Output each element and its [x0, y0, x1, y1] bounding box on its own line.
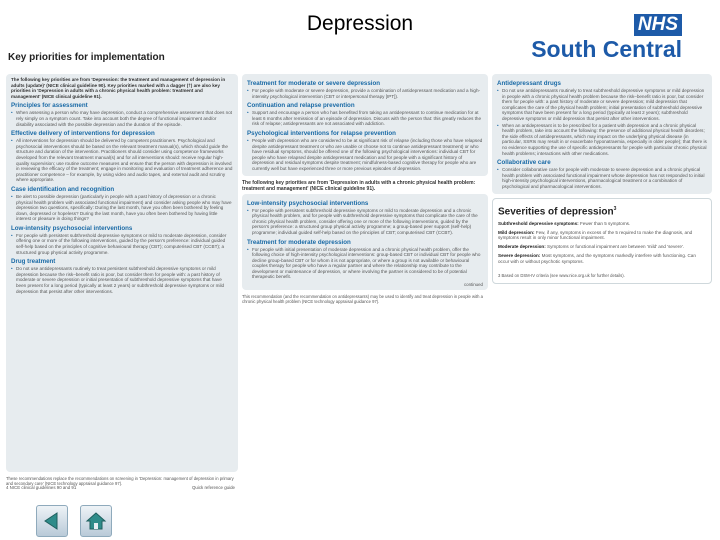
- continued-label: continued: [463, 282, 483, 288]
- panel-severity: [492, 198, 712, 285]
- severity-label: Severe depression:: [498, 253, 541, 259]
- section-title: Case identification and recognition: [11, 185, 115, 193]
- section-title: Drug treatment: [11, 258, 56, 266]
- section-title: Effective delivery of interventions for depression: [11, 130, 155, 138]
- bullet-text: • All interventions for depression should be delivered by competent practitioners. Psychological and psychosocial interventions should be based on the relevant treatment manual(s), which should guide the structure and duration of the intervention. Practitioners should consider using competence frameworks developed from the relevant treatment manual(s) and for all interventions should: receive regular high-quality supervision; use routine outcome measures and ensure that the person with depression is involved in reviewing the efficacy of the treatment; engage in monitoring and evaluation of treatment adherence and practitioner competence – for example, by using video and audio tapes, and external audit and scrutiny where appropriate.: [11, 138, 233, 183]
- section-title: Low-intensity psychosocial interventions: [11, 224, 133, 232]
- nhs-badge: NHS: [634, 14, 682, 36]
- bullet-text: • Consider collaborative care for people with moderate to severe depression and a chronic physical health problem with associated functional impairment whose depression has not responded to initial high-intensity psychological interventions, pharmacological treatment or a combination of psychological and pharmacological interventions.: [497, 167, 707, 189]
- section-title: Psychological interventions for relapse prevention: [247, 129, 396, 137]
- slide-title: Depression: [306, 12, 414, 35]
- section-title: Collaborative care: [497, 159, 551, 167]
- nhs-logo: [531, 14, 686, 62]
- severity-text: Most symptoms, and the symptoms markedly interfere with functioning. Can occur with or without psychotic symptoms.: [498, 253, 696, 264]
- column-middle: [242, 74, 488, 490]
- severity-footnote-mark: 3: [613, 205, 617, 212]
- page-heading: Key priorities for implementation: [8, 52, 165, 63]
- section-title: Treatment for moderate or severe depression: [247, 80, 381, 87]
- severity-title: [498, 206, 706, 217]
- bullet-text: • For people with persistent subthreshold depressive symptoms or mild to moderate depression and a chronic physical health problem, and for people with subthreshold depressive symptoms that complicate the care of the chronic physical health problem, consider offering one or more of the following interventions, guided by the person's preference: a structured group physical activity programme; a group-based peer support (self-help) programme; individual guided self-help based on the principles of CBT; computerised CBT (CCBT).: [247, 208, 483, 236]
- home-icon: [85, 510, 107, 532]
- severity-label: Subthreshold depressive symptoms:: [498, 220, 579, 226]
- back-button[interactable]: [36, 505, 68, 537]
- severity-label: Moderate depression:: [498, 244, 546, 250]
- severity-row: [498, 244, 706, 250]
- bullet-text: • When an antidepressant is to be prescribed for a patient with depression and a chronic physical health problem, take into account the following: the presence of additional physical health disorders; the side effects of antidepressants, which may impact on the underlying physical disease (in particular, SSRIs may result in or exacerbate hyponatraemia, especially in older people); that there is no evidence supporting the use of specific antidepressants for people with particular chronic physical health problems; interactions with other medications.: [497, 123, 707, 157]
- bullet-text: • For people with moderate or severe depression, provide a combination of antidepressant medication and a high-intensity psychological intervention (CBT or interpersonal therapy [IPT]).: [247, 88, 483, 99]
- home-button[interactable]: [80, 505, 112, 537]
- severity-row: [498, 253, 706, 265]
- section-title: Antidepressant drugs: [497, 80, 561, 87]
- severity-text: Few, if any, symptoms in excess of the 5 required to make the diagnosis, and symptoms result in only minor functional impairment.: [498, 229, 693, 241]
- footnote: These recommendations replace the recommendations on screening in 'Depression: management of depression in primary and secondary care' (NICE technology appraisal guidance 97).: [6, 476, 234, 486]
- footer-left: 4 NICE clinical guidelines 90 and 91: [6, 485, 77, 490]
- severity-text: Fewer than 5 symptoms.: [579, 220, 631, 226]
- severity-label: Mild depression:: [498, 229, 535, 235]
- bullet-text: • People with depression who are considered to be at significant risk of relapse (including those who have relapsed despite antidepressant treatment or who are unable or choose not to continue antidepressant treatment) or who have residual symptoms, should be offered one of the following psychological interventions: individual CBT for people who have relapsed despite antidepressant medication and for people with a significant history of depression and residual symptoms despite treatment; mindfulness-based cognitive therapy for people who are currently well but have experienced three or more previous episodes of depression.: [247, 138, 483, 172]
- footnote: This recommendation (and the recommendation on antidepressants) may be used to identify and treat depression in people with a chronic physical health problem (NICE technology appraisal guidance 97).: [242, 294, 483, 305]
- bullet-text: • When assessing a person who may have depression, conduct a comprehensive assessment that does not rely simply on a symptom count. Take into account both the degree of functional impairment and/or disability associated with the possible depression and the duration of the episode.: [11, 110, 233, 127]
- severity-text: Symptoms or functional impairment are between 'mild' and 'severe'.: [547, 244, 685, 250]
- bullet-text: • For people with persistent subthreshold depressive symptoms or mild to moderate depression, consider offering one or more of the following interventions, guided by the person's preference: individual guided self-help based on the principles of cognitive behavioural therapy (CBT); computerised CBT (CCBT); a structured group physical activity programme.: [11, 233, 233, 255]
- column-left: [6, 74, 238, 490]
- bullet-text: • For people with initial presentation of moderate depression and a chronic physical health problem, offer the following choice of high-intensity psychological interventions: group-based CBT or individual CBT for people who decline group-based CBT or for whom it is not appropriate, or where a group is not available or behavioural couples therapy for people who have a regular partner and where the relationship may contribute to the development or maintenance of depression, or where involving the partner is considered to be of potential therapeutic benefit.: [247, 247, 483, 281]
- bullet-text: • Be alert to possible depression (particularly in people with a past history of depression or a chronic physical health problem with associated functional impairment) and consider asking people who may have depression two questions, specifically: During the last month, have you often been bothered by feeling down, depressed or hopeless? During the last month, have you often been bothered by having little interest or pleasure in doing things?: [11, 194, 233, 222]
- section-title: Low-intensity psychosocial interventions: [247, 199, 369, 207]
- footer-right: Quick reference guide: [192, 485, 235, 490]
- section-title: Treatment for moderate depression: [247, 238, 351, 246]
- cg91-intro: The following key priorities are from 'Depression in adults with a chronic physical health problem: treatment and management' (NICE clinical guideline 91).: [242, 179, 476, 192]
- column-right: [492, 74, 712, 490]
- section-title: Principles for assessment: [11, 102, 88, 110]
- severity-row: [498, 230, 706, 242]
- panel-moderate-severe: [242, 74, 488, 176]
- intro-text: The following key priorities are from 'Depression: the treatment and management of depression in adults (update)' (NICE clinical guideline 90). Key priorities marked with a dagger (†) are also key priorities in 'Depression in adults with a chronic physical health problem: treatment and management' (NICE clinical guideline 91).: [11, 77, 226, 99]
- panel-antidepressants: [492, 74, 712, 194]
- back-arrow-icon: [41, 510, 63, 532]
- severity-footnote: 3 Based on DSM-IV criteria (see www.nice.org.uk for further details).: [498, 272, 625, 278]
- severity-row: [498, 221, 706, 227]
- bullet-text: • Support and encourage a person who has benefited from taking an antidepressant to continue medication for at least 6 months after remission of an episode of depression. Discuss with the person that: this greatly reduces the risk of relapse; antidepressants are not associated with addiction.: [247, 110, 483, 127]
- bullet-text: • Do not use antidepressants routinely to treat persistent subthreshold depressive symptoms or mild depression because the risk–benefit ratio is poor, but consider them for people with: a past history of moderate or severe depression or initial presentation of subthreshold depressive symptoms that have been present for a long period (typically at least 2 years) or subthreshold depressive symptoms or mild depression that persist after other interventions.: [11, 266, 233, 294]
- panel-cg90: [6, 74, 238, 472]
- severity-title-text: Severities of depression: [498, 205, 614, 217]
- section-title: Continuation and relapse prevention: [247, 102, 355, 110]
- nhs-region: South Central: [531, 36, 682, 62]
- panel-cg91: [242, 194, 488, 291]
- bullet-text: • Do not use antidepressants routinely to treat subthreshold depressive symptoms or mild depression in people with a chronic physical health problem because the risk–benefit ratio is poor, but consider them for people with: a past history of moderate or severe depression; mild depression that complicates the care of the physical health problem; initial presentation of subthreshold depressive symptoms that have been present for a long period (typically at least 2 years); subthreshold depressive symptoms or mild depression that persist after other interventions.: [497, 88, 707, 122]
